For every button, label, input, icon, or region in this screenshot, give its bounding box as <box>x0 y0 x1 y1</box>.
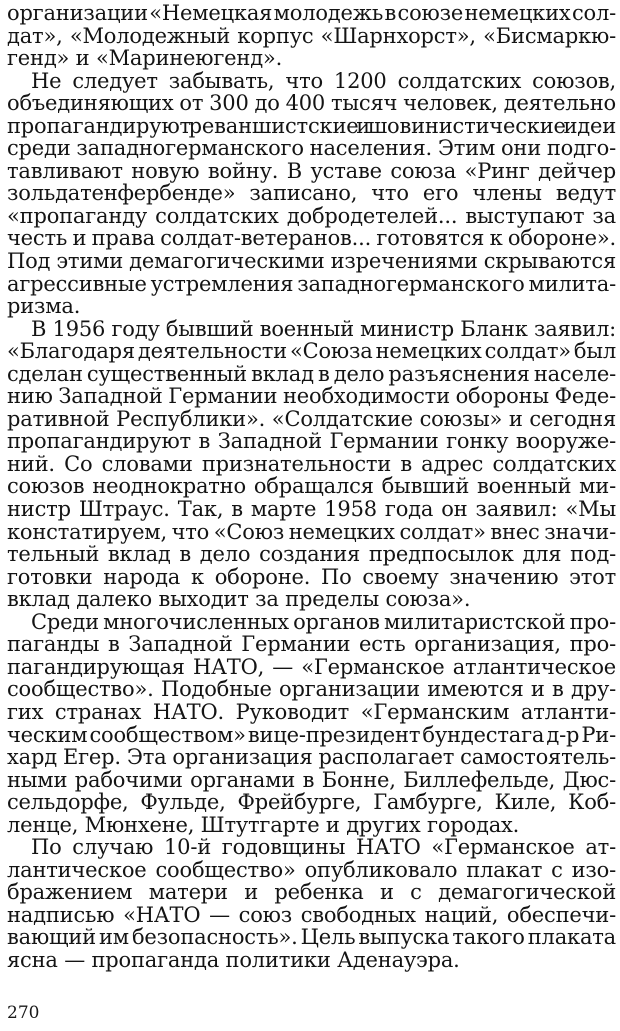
text-line: среди западногерманского населения. Этим они подго- <box>7 136 616 161</box>
text-line: объединяющих от 300 до 400 тысяч человек, деятельно <box>7 91 616 116</box>
text-line: паганды в Западной Германии есть организация, про- <box>7 632 616 657</box>
text-line: «пропаганду солдатских добродетелей... выступают за <box>7 203 616 228</box>
body-text <box>7 2 616 972</box>
page-number: 270 <box>7 1003 40 1023</box>
text-line: генд» и «Маринеюгенд». <box>7 46 283 71</box>
text-line: хард Егер. Эта организация располагает самостоятель- <box>7 745 616 770</box>
text-line: готовки народа к обороне. По своему значению этот <box>7 564 616 589</box>
text-line: пропагандируют в Западной Германии гонку вооруже- <box>7 429 616 454</box>
text-line: Под этими демагогическими изречениями скрываются <box>7 249 616 274</box>
text-line: Среди многочисленных органов милитаристской про- <box>31 609 616 634</box>
text-line: дат», «Молодежный корпус «Шарнхорст», «Бисмаркю- <box>7 23 616 48</box>
text-line: ческим сообществом» вице-президент бундестага д-р Ри- <box>7 722 616 747</box>
text-line: пагандирующая НАТО, — «Германское атлантическое <box>7 654 616 679</box>
text-line: сельдорфе, Фульде, Фрейбурге, Гамбурге, Киле, Коб- <box>7 790 616 815</box>
text-line: вающий им безопасность». Цель выпуска такого плаката <box>7 925 616 950</box>
text-line: зольдатенфербенде» записано, что его члены ведут <box>7 181 616 206</box>
text-line: констатируем, что «Союз немецких солдат» внес значи- <box>7 519 616 544</box>
text-line: бражением матери и ребенка и с демагогической <box>7 880 616 905</box>
text-line: организации «Немецкая молодежь в союзе немецких сол- <box>7 1 616 25</box>
text-line: союзов неоднократно обращался бывший военный ми- <box>7 474 616 499</box>
text-line: ными рабочими органами в Бонне, Биллефельде, Дюс- <box>7 767 616 792</box>
text-line: По случаю 10-й годовщины НАТО «Германское ат- <box>31 835 616 860</box>
text-line: сделан существенный вклад в дело разъяснения населе- <box>7 361 616 386</box>
text-line: ний. Со словами признательности в адрес солдатских <box>7 451 616 476</box>
text-line: «Благодаря деятельности «Союза немецких солдат» был <box>7 339 616 364</box>
text-line: сообщество». Подобные организации имеются и в дру- <box>7 677 616 702</box>
text-line: В 1956 году бывший военный министр Бланк заявил: <box>31 316 616 341</box>
text-line: нистр Штраус. Так, в марте 1958 года он заявил: «Мы <box>7 497 616 522</box>
text-line: тельный вклад в дело создания предпосылок для под- <box>7 542 616 567</box>
text-line: вклад далеко выходит за пределы союза». <box>7 587 471 612</box>
text-line: гих странах НАТО. Руководит «Германским атланти- <box>7 699 616 724</box>
text-line: тавливают новую войну. В уставе союза «Ринг дейчер <box>7 158 616 183</box>
text-line: Не следует забывать, что 1200 солдатских союзов, <box>31 68 616 93</box>
text-line: ясна — пропаганда политики Аденауэра. <box>7 947 460 972</box>
text-line: ленце, Мюнхене, Штутгарте и других городах. <box>7 812 520 837</box>
text-line: надписью «НАТО — союз свободных наций, обеспечи- <box>7 902 616 927</box>
text-line: честь и права солдат-ветеранов... готовятся к обороне». <box>7 226 616 251</box>
text-line: лантическое сообщество» опубликовало плакат с изо- <box>7 857 616 882</box>
text-line: нию Западной Германии необходимости обороны Феде- <box>7 384 616 409</box>
text-line: ративной Республики». «Солдатские союзы» и сегодня <box>7 406 616 431</box>
text-line: пропагандируют реваншистские и шовинистические идеи <box>7 113 616 138</box>
text-line: агрессивные устремления западногерманского милита- <box>7 271 616 296</box>
text-line: ризма. <box>7 294 81 319</box>
